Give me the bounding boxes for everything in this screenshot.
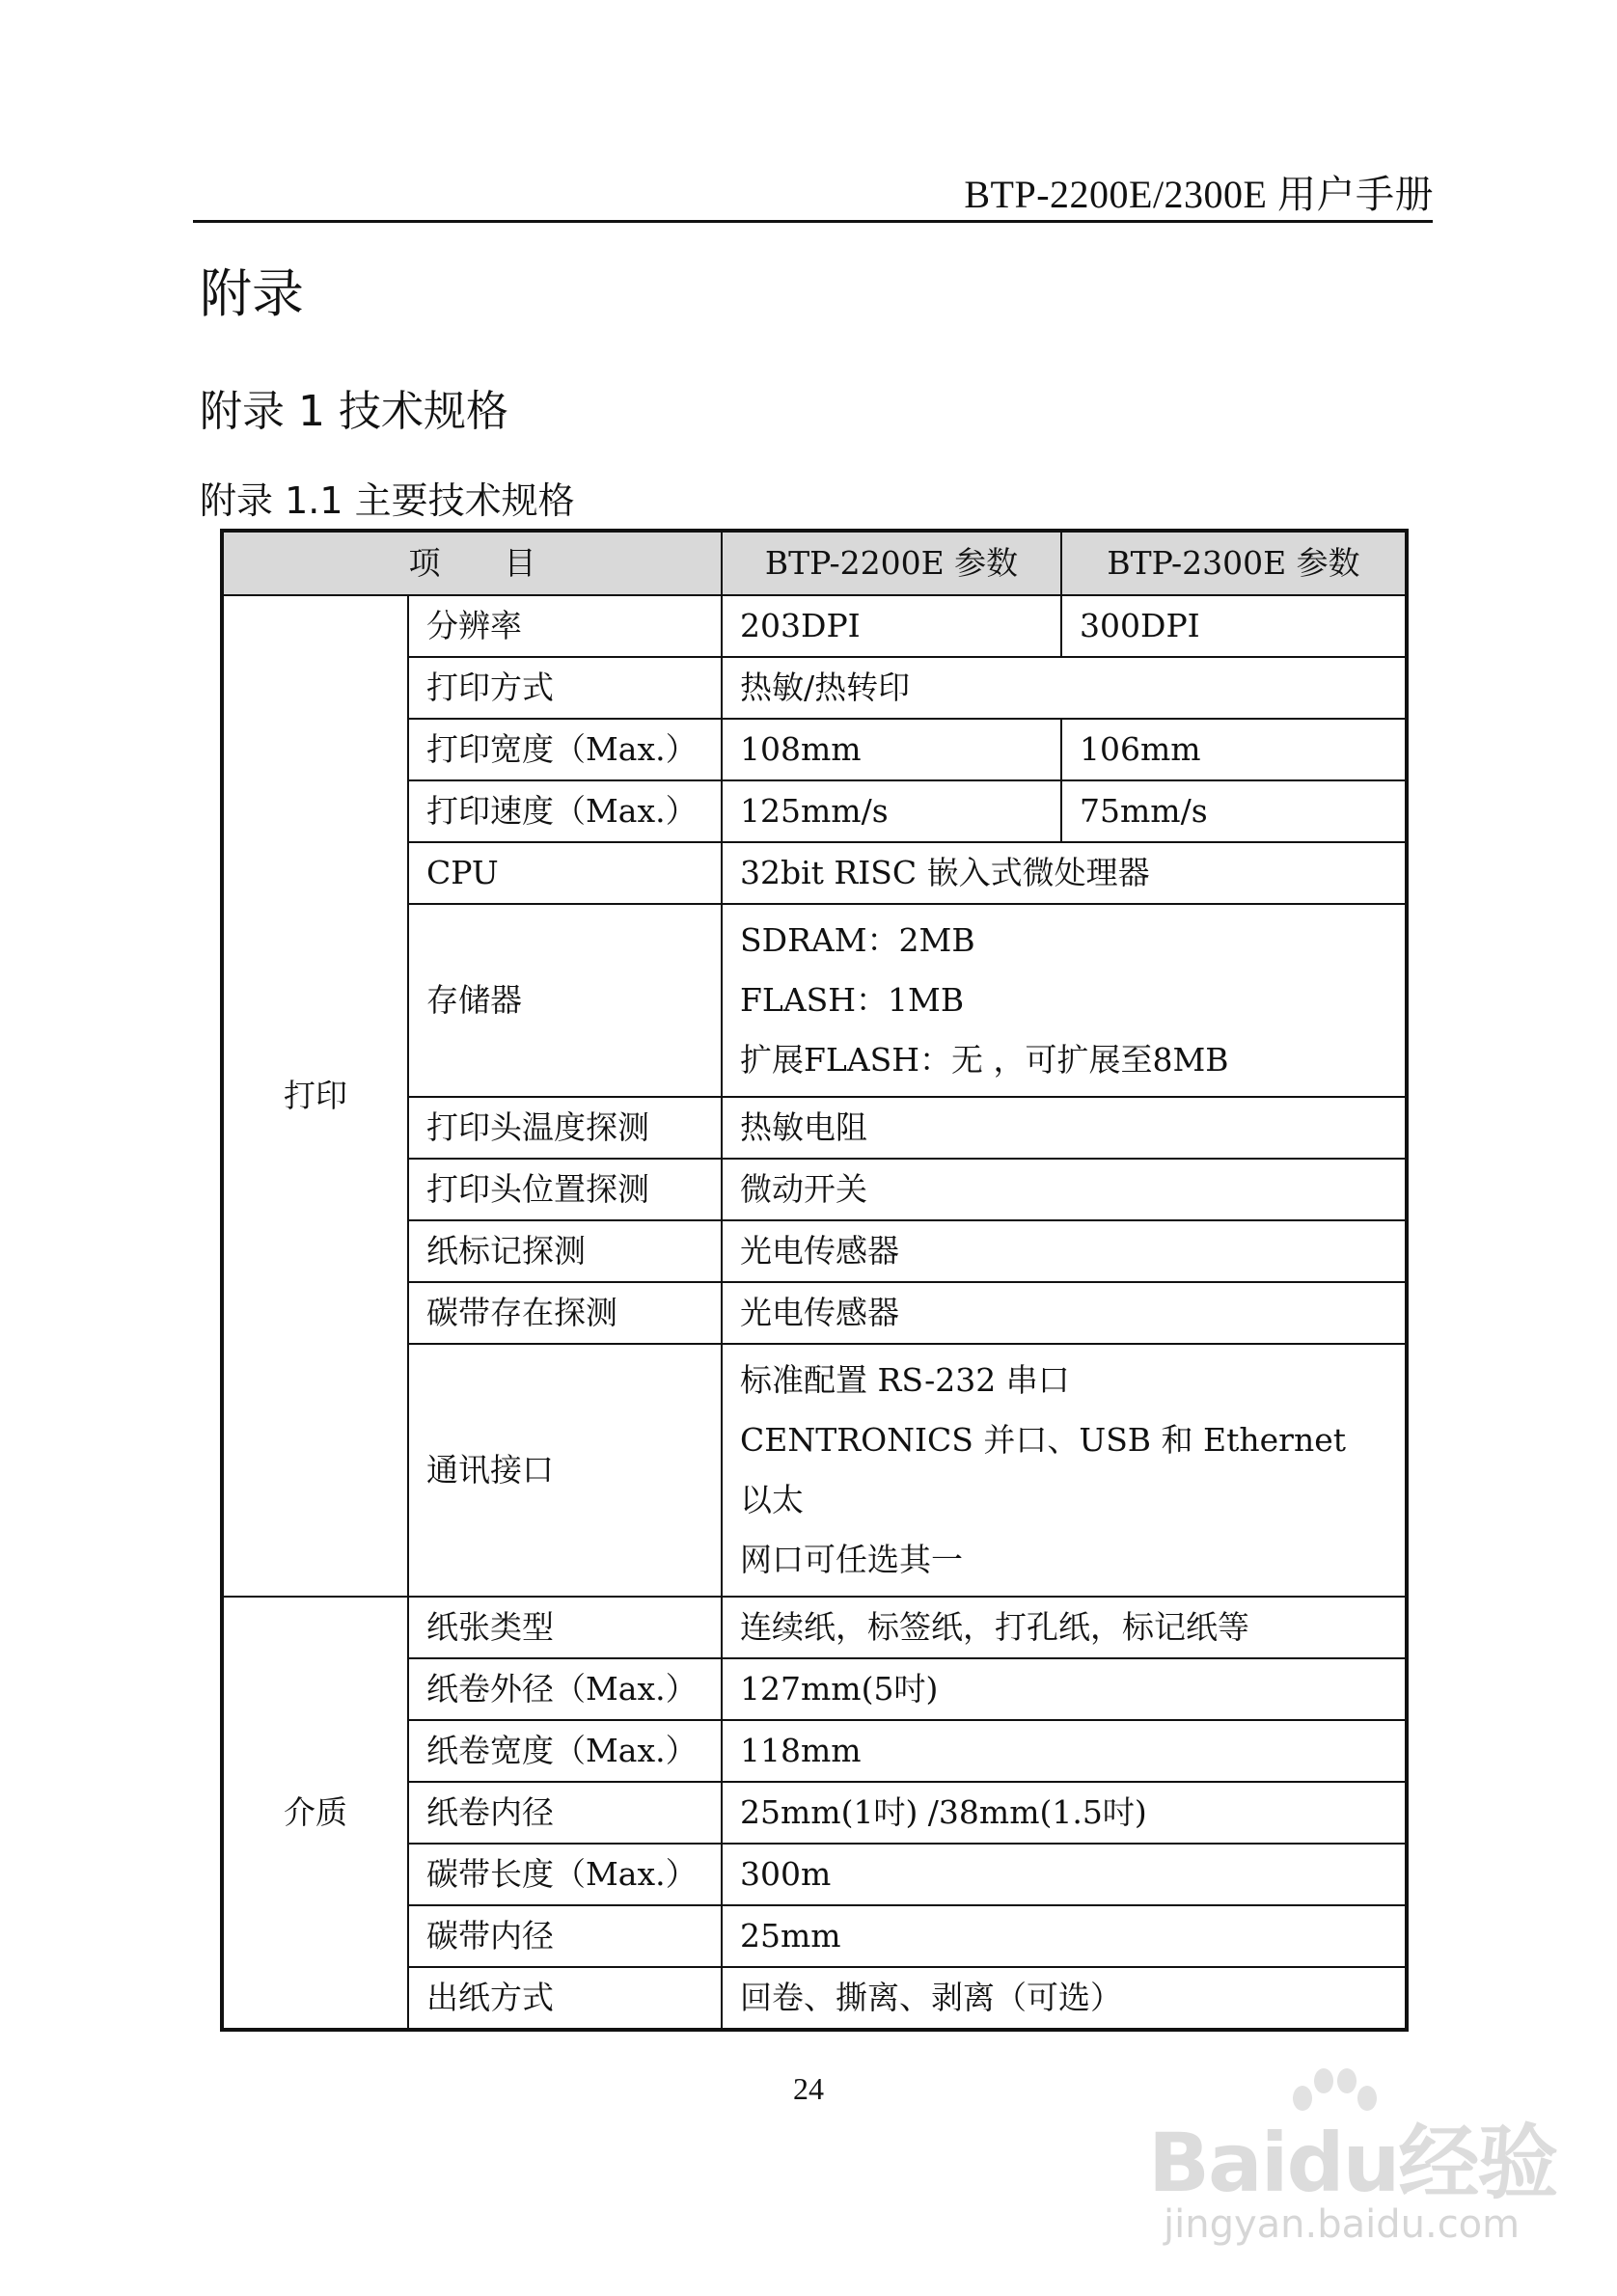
watermark-url: jingyan.baidu.com — [1164, 2202, 1521, 2247]
value-shared: 热敏/热转印 — [722, 657, 1407, 719]
item-label: 纸卷宽度（Max.） — [408, 1720, 722, 1782]
column-header-item: 项 目 — [222, 531, 722, 595]
item-label: 出纸方式 — [408, 1967, 722, 2030]
value-shared: 连续纸，标签纸，打孔纸，标记纸等 — [722, 1597, 1407, 1658]
item-label: 存储器 — [408, 904, 722, 1097]
header-title: BTP-2200E/2300E 用户手册 — [964, 173, 1434, 216]
page-number: 24 — [793, 2071, 824, 2106]
value-2200e: 108mm — [722, 719, 1061, 780]
value-shared: 回卷、撕离、剥离（可选） — [722, 1967, 1407, 2030]
value-shared: 118mm — [722, 1720, 1407, 1782]
value-2200e: 125mm/s — [722, 780, 1061, 842]
value-2300e: 106mm — [1061, 719, 1407, 780]
value-2200e: 203DPI — [722, 595, 1061, 657]
value-line: 标准配置 RS-232 串口 — [740, 1361, 1070, 1399]
item-label: 打印宽度（Max.） — [408, 719, 722, 780]
value-2300e: 300DPI — [1061, 595, 1407, 657]
value-shared-multiline — [722, 904, 1407, 1097]
item-label: 纸标记探测 — [408, 1220, 722, 1282]
column-header-btp2200e: BTP-2200E 参数 — [722, 531, 1061, 595]
item-label: 碳带内径 — [408, 1905, 722, 1967]
item-label: 打印头温度探测 — [408, 1097, 722, 1159]
item-label: 打印速度（Max.） — [408, 780, 722, 842]
item-label: 纸张类型 — [408, 1597, 722, 1658]
heading-appendix-1: 附录 1 技术规格 — [200, 387, 508, 436]
value-line: CENTRONICS 并口、USB 和 Ethernet 以太 — [740, 1421, 1346, 1518]
column-header-btp2300e: BTP-2300E 参数 — [1061, 531, 1407, 595]
item-label: CPU — [408, 842, 722, 904]
value-line: 网口可任选其一 — [740, 1541, 963, 1578]
category-print: 打印 — [222, 595, 408, 1597]
baidu-watermark — [1148, 2060, 1573, 2262]
value-shared: 127mm(5吋) — [722, 1658, 1407, 1720]
value-line: 扩展FLASH：无 ，可扩展至8MB — [740, 1041, 1229, 1079]
value-line: SDRAM：2MB — [740, 921, 975, 959]
value-2300e: 75mm/s — [1061, 780, 1407, 842]
header-rule — [193, 220, 1433, 223]
value-shared-multiline — [722, 1344, 1407, 1597]
heading-appendix-1-1: 附录 1.1 主要技术规格 — [200, 479, 575, 522]
watermark-brand: Baidu经验 — [1148, 2116, 1557, 2210]
table-row — [222, 595, 1407, 657]
value-shared: 300m — [722, 1844, 1407, 1905]
item-label: 碳带长度（Max.） — [408, 1844, 722, 1905]
spec-table — [220, 529, 1409, 2032]
item-label: 纸卷内径 — [408, 1782, 722, 1844]
value-line: FLASH：1MB — [740, 981, 965, 1019]
value-shared: 光电传感器 — [722, 1220, 1407, 1282]
item-label: 打印方式 — [408, 657, 722, 719]
item-label: 纸卷外径（Max.） — [408, 1658, 722, 1720]
item-label: 通讯接口 — [408, 1344, 722, 1597]
item-label: 打印头位置探测 — [408, 1159, 722, 1220]
item-label: 碳带存在探测 — [408, 1282, 722, 1344]
heading-appendix: 附录 — [200, 263, 304, 324]
value-shared: 32bit RISC 嵌入式微处理器 — [722, 842, 1407, 904]
value-shared: 微动开关 — [722, 1159, 1407, 1220]
value-shared: 光电传感器 — [722, 1282, 1407, 1344]
category-media: 介质 — [222, 1597, 408, 2030]
item-label: 分辨率 — [408, 595, 722, 657]
value-shared: 25mm — [722, 1905, 1407, 1967]
table-header-row — [222, 531, 1407, 595]
table-row — [222, 1597, 1407, 1658]
value-shared: 热敏电阻 — [722, 1097, 1407, 1159]
value-shared: 25mm(1吋) /38mm(1.5吋) — [722, 1782, 1407, 1844]
